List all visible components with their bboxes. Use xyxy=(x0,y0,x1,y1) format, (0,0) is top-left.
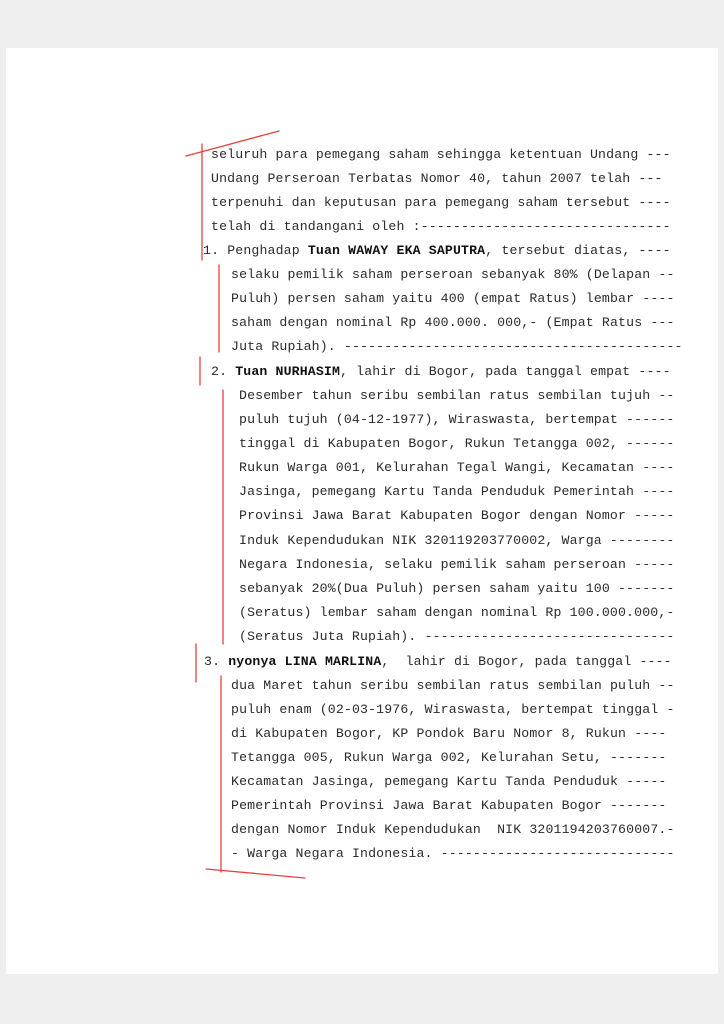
list-item-3-heading: 3. nyonya LINA MARLINA, lahir di Bogor, pada tanggal ---- xyxy=(204,654,672,669)
party-name-lina: nyonya LINA MARLINA xyxy=(228,654,382,669)
text-line: (Seratus Juta Rupiah). ------------------------------- xyxy=(239,629,675,644)
text-line: Kecamatan Jasinga, pemegang Kartu Tanda Penduduk ----- xyxy=(231,774,667,789)
text-line: Induk Kependudukan NIK 320119203770002, Warga -------- xyxy=(239,533,675,548)
text-line: Negara Indonesia, selaku pemilik saham perseroan ----- xyxy=(239,557,675,572)
text-line: Pemerintah Provinsi Jawa Barat Kabupaten Bogor ------- xyxy=(231,798,667,813)
text-line: Puluh) persen saham yaitu 400 (empat Ratus) lembar ---- xyxy=(231,291,675,306)
text-line: selaku pemilik saham perseroan sebanyak 80% (Delapan -- xyxy=(231,267,675,282)
text-line: - Warga Negara Indonesia. ----------------------------- xyxy=(231,846,675,861)
text-line: Desember tahun seribu sembilan ratus sembilan tujuh -- xyxy=(239,388,675,403)
text-line: dua Maret tahun seribu sembilan ratus sembilan puluh -- xyxy=(231,678,675,693)
text-line: puluh enam (02-03-1976, Wiraswasta, bertempat tinggal - xyxy=(231,702,675,717)
text-line: Undang Perseroan Terbatas Nomor 40, tahun 2007 telah --- xyxy=(211,171,663,186)
text-line: tinggal di Kabupaten Bogor, Rukun Tetangga 002, ------ xyxy=(239,436,675,451)
text-line: sebanyak 20%(Dua Puluh) persen saham yaitu 100 ------- xyxy=(239,581,675,596)
text-line: (Seratus) lembar saham dengan nominal Rp 100.000.000,- xyxy=(239,605,675,620)
text-line: Jasinga, pemegang Kartu Tanda Penduduk Pemerintah ---- xyxy=(239,484,675,499)
list-item-2-heading: 2. Tuan NURHASIM, lahir di Bogor, pada tanggal empat ---- xyxy=(211,364,671,379)
text-line: terpenuhi dan keputusan para pemegang saham tersebut ---- xyxy=(211,195,671,210)
party-name-waway: Tuan WAWAY EKA SAPUTRA xyxy=(307,243,486,258)
text-line: dengan Nomor Induk Kependudukan NIK 3201194203760007.- xyxy=(231,822,675,837)
text-line: puluh tujuh (04-12-1977), Wiraswasta, bertempat ------ xyxy=(239,412,675,427)
text-line: Tetangga 005, Rukun Warga 002, Kelurahan Setu, ------- xyxy=(231,750,667,765)
text-line: Rukun Warga 001, Kelurahan Tegal Wangi, Kecamatan ---- xyxy=(239,460,675,475)
text-line: telah di tandangani oleh :------------------------------- xyxy=(211,219,671,234)
text-line: Provinsi Jawa Barat Kabupaten Bogor dengan Nomor ----- xyxy=(239,508,675,523)
text-line: saham dengan nominal Rp 400.000. 000,- (Empat Ratus --- xyxy=(231,315,675,330)
list-item-1-heading: 1. Penghadap Tuan WAWAY EKA SAPUTRA, tersebut diatas, ---- xyxy=(203,243,671,258)
text-line: di Kabupaten Bogor, KP Pondok Baru Nomor 8, Rukun ---- xyxy=(231,726,667,741)
text-line: seluruh para pemegang saham sehingga ketentuan Undang --- xyxy=(211,147,671,162)
party-name-nurhasim: Tuan NURHASIM xyxy=(235,364,341,379)
text-line: Juta Rupiah). ------------------------------------------ xyxy=(231,339,683,354)
